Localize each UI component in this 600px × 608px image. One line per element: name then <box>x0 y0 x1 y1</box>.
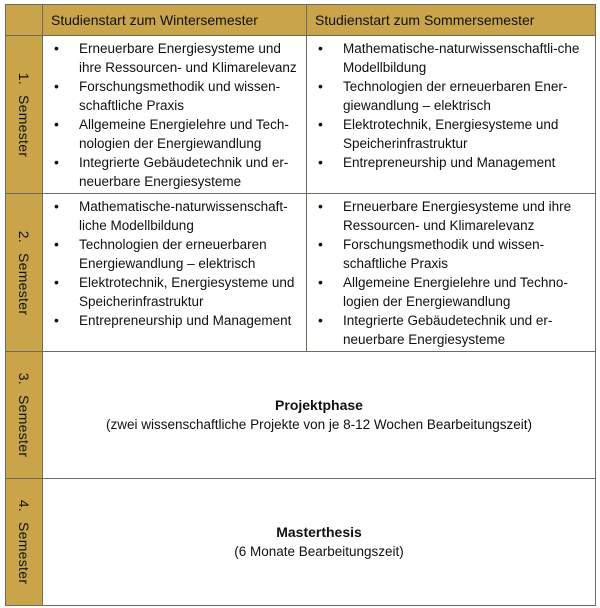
semester-number: 3. <box>16 372 32 385</box>
semester-row-3 <box>6 352 596 479</box>
semester-number: 4. <box>16 499 32 512</box>
module-item: • Integrierte Gebäudetechnik und er-neuerbare Energiesysteme <box>315 311 589 349</box>
project-phase-cell <box>43 352 596 479</box>
corner-cell <box>6 5 43 36</box>
master-thesis-title: Masterthesis <box>276 524 362 540</box>
winter-modules-cell <box>43 194 307 352</box>
module-item: • Elektrotechnik, Energiesysteme und Speicherinfrastruktur <box>51 273 300 311</box>
semester-label <box>16 230 32 315</box>
semester-row-1 <box>6 36 596 194</box>
header-summer: Studienstart zum Sommersemester <box>307 5 596 36</box>
semester-row-2 <box>6 194 596 352</box>
semester-label-cell <box>6 194 43 352</box>
semester-label <box>16 72 32 157</box>
module-item: • Mathematische-naturwissenschaft-liche Modellbildung <box>51 197 300 235</box>
summer-modules-cell <box>307 36 596 194</box>
module-item: • Entrepreneurship und Management <box>315 153 589 172</box>
module-item: • Forschungsmethodik und wissen-schaftliche Praxis <box>51 77 300 115</box>
module-item: • Allgemeine Energielehre und Techno-logien der Energiewandlung <box>315 273 589 311</box>
module-item: • Elektrotechnik, Energiesysteme und Speicherinfrastruktur <box>315 115 589 153</box>
module-item: • Allgemeine Energielehre und Tech-nologien der Energiewandlung <box>51 115 300 153</box>
header-row <box>6 5 596 36</box>
project-phase-description: (zwei wissenschaftliche Projekte von je 8-12 Wochen Bearbeitungszeit) <box>106 417 532 432</box>
master-thesis-description: (6 Monate Bearbeitungszeit) <box>234 544 404 559</box>
semester-number: 1. <box>16 72 32 85</box>
summer-module-list <box>307 36 595 174</box>
module-item: • Forschungsmethodik und wissen-schaftliche Praxis <box>315 235 589 273</box>
semester-label-cell <box>6 352 43 479</box>
winter-module-list <box>43 194 306 332</box>
module-item: • Entrepreneurship und Management <box>51 311 300 330</box>
study-plan-table <box>5 4 596 606</box>
summer-module-list <box>307 194 595 351</box>
semester-word: Semester <box>16 521 32 585</box>
semester-row-4 <box>6 479 596 606</box>
module-item: • Technologien der erneuerbaren Energiewandlung – elektrisch <box>51 235 300 273</box>
semester-label <box>16 373 32 458</box>
semester-number: 2. <box>16 230 32 243</box>
semester-word: Semester <box>16 252 32 315</box>
module-item: • Mathematische-naturwissenschaftli-che Modellbildung <box>315 39 589 77</box>
semester-word: Semester <box>16 394 32 458</box>
semester-word: Semester <box>16 94 32 157</box>
semester-label-cell <box>6 479 43 606</box>
module-item: • Integrierte Gebäudetechnik und er-neuerbare Energiesysteme <box>51 153 300 191</box>
summer-modules-cell <box>307 194 596 352</box>
module-item: • Erneuerbare Energiesysteme und ihre Ressourcen- und Klimarelevanz <box>315 197 589 235</box>
header-winter: Studienstart zum Wintersemester <box>43 5 307 36</box>
semester-label-cell <box>6 36 43 194</box>
winter-module-list <box>43 36 306 193</box>
module-item: • Erneuerbare Energiesysteme und ihre Ressourcen- und Klimarelevanz <box>51 39 300 77</box>
project-phase-title: Projektphase <box>275 397 363 413</box>
master-thesis-cell <box>43 479 596 606</box>
semester-label <box>16 500 32 585</box>
winter-modules-cell <box>43 36 307 194</box>
module-item: • Technologien der erneuerbaren Ener-giewandlung – elektrisch <box>315 77 589 115</box>
